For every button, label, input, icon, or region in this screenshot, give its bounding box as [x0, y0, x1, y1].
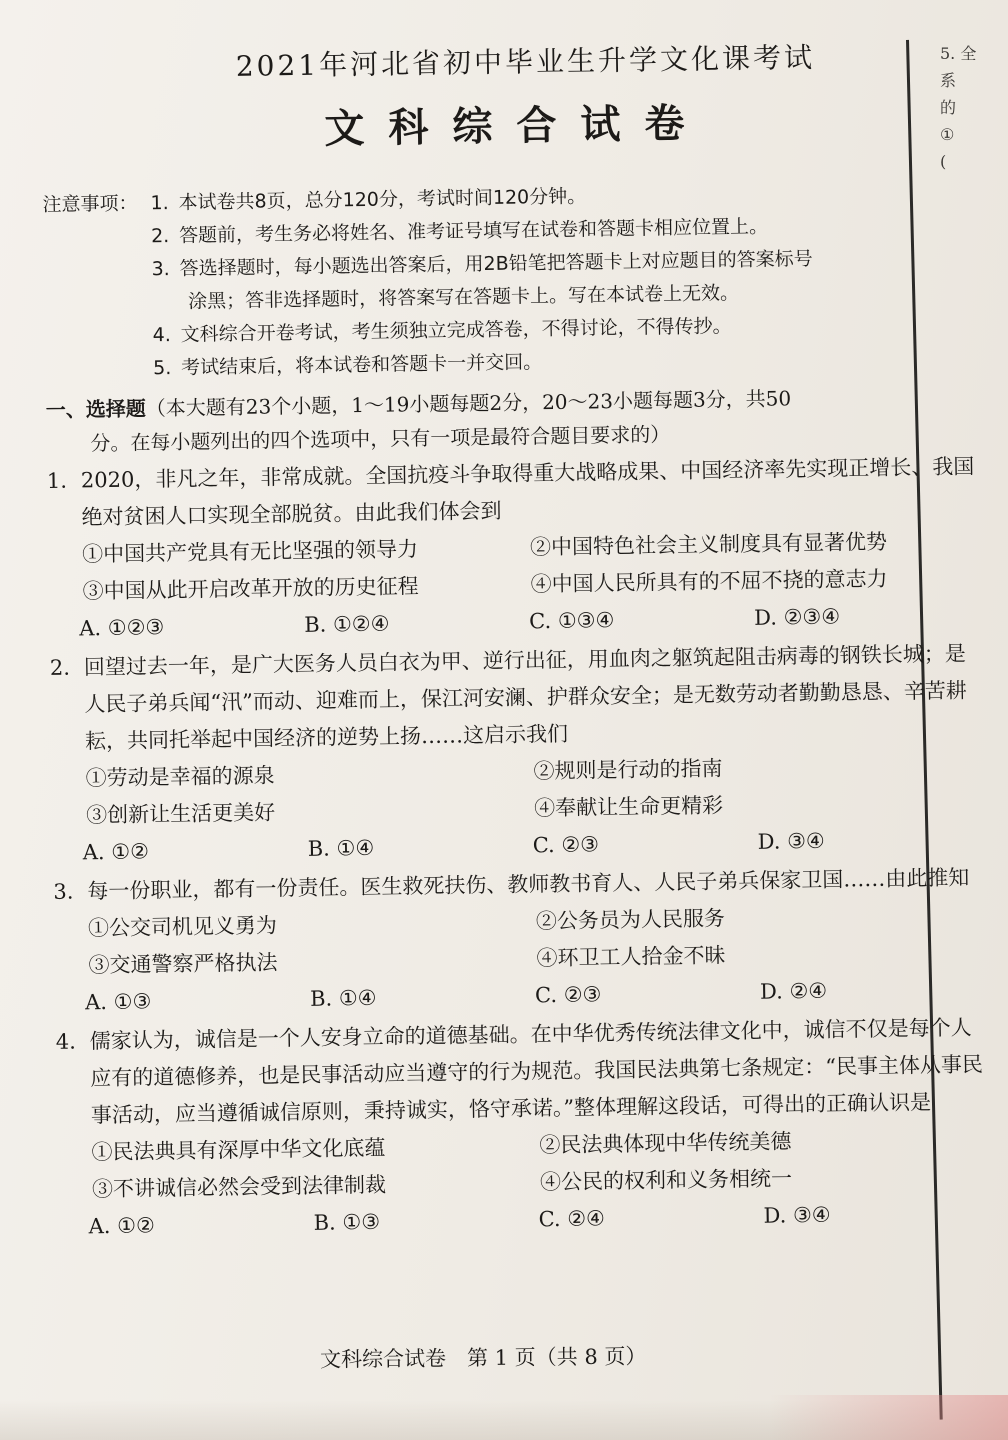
answer-choice: A. ①②	[88, 1213, 155, 1239]
note-item: 2. 答题前，考生务必将姓名、准考证号填写在试卷和答题卡相应位置上。	[150, 215, 769, 248]
note-item: 3. 答选择题时，每小题选出答案后，用2B铅笔把答题卡上对应题目的答案标号	[151, 247, 813, 281]
answer-choice: B. ①③	[313, 1209, 381, 1235]
question-stem: 每一份职业，都有一份责任。医生救死扶伤、教师教书育人、人民子弟兵保家卫国……由此推知	[87, 865, 970, 904]
fragment-line: 系	[940, 71, 957, 90]
note-item-continued: 涂黑；答非选择题时，将答案写在答题卡上。写在本试卷上无效。	[187, 282, 740, 313]
answer-choice: B. ①④	[307, 835, 375, 861]
answer-choice: A. ①②③	[79, 615, 165, 641]
question-number: 4.	[55, 1029, 76, 1054]
answer-choice: D. ②④	[759, 978, 828, 1004]
question	[47, 448, 980, 648]
statement-option: ①中国共产党具有无比坚强的领导力	[81, 537, 419, 567]
statement-option: ③中国从此开启改革开放的历史征程	[82, 574, 419, 604]
note-item: 1. 本试卷共8页，总分120分，考试时间120分钟。	[150, 185, 587, 215]
question-stem: 2020，非凡之年，非常成就。全国抗疫斗争取得重大战略成果、中国经济率先实现正增长、我国绝对贫困人口实现全部脱贫。由此我们体会到	[80, 454, 975, 530]
fragment-line: (	[940, 152, 947, 171]
answer-choice: A. ①③	[84, 989, 152, 1015]
question	[50, 635, 983, 872]
statement-option: ③交通警察严格执法	[88, 950, 278, 978]
statement-option: ①劳动是幸福的源泉	[85, 763, 275, 791]
answer-choice: D. ②③④	[753, 604, 841, 630]
page-footer: 文科综合试卷 第 1 页（共 8 页）	[319, 1344, 647, 1372]
statement-option: ③创新让生活更美好	[85, 800, 276, 828]
fragment-line: 的	[940, 98, 957, 117]
question-stem: 回望过去一年，是广大医务人员白衣为甲、逆行出征，用血肉之躯筑起阻击病毒的钢铁长城；是人民子弟兵闻“汛”而动、迎难而上，保江河安澜、护群众安全；是无数劳动者勤勤恳恳、辛苦耕耘，共同托举起中国经济的逆势上扬……这启示我们	[83, 641, 967, 754]
page-content	[40, 25, 989, 1245]
statement-option: ②公务员为人民服务	[535, 906, 726, 934]
statement-option: ④中国人民所具有的不屈不挠的意志力	[530, 566, 888, 597]
answer-choice: D. ③④	[757, 828, 825, 854]
section-instructions: （本大题有23个小题，1～19小题每题2分，20～23小题每题3分，共50	[145, 386, 792, 421]
question-number: 2.	[49, 655, 71, 680]
notes-label: 注意事项：	[42, 192, 138, 216]
question-number: 1.	[46, 468, 68, 493]
statement-option: ②中国特色社会主义制度具有显著优势	[529, 529, 888, 560]
statement-option: ①公交司机见义勇为	[87, 913, 278, 941]
answer-choice: B. ①②④	[304, 611, 390, 637]
statement-option: ③不讲诚信必然会受到法律制裁	[91, 1172, 387, 1202]
statement-option: ②规则是行动的指南	[533, 756, 723, 784]
fragment-line: ①	[940, 125, 955, 144]
statement-option: ④公民的权利和义务相统一	[539, 1166, 793, 1195]
answer-choice: C. ②④	[538, 1206, 606, 1232]
answer-choice: A. ①②	[82, 839, 150, 865]
note-item: 5. 考试结束后，将本试卷和答题卡一并交回。	[152, 351, 543, 380]
section-instructions-continued: 分。在每小题列出的四个选项中，只有一项是最符合题目要求的）	[90, 422, 671, 456]
fragment-line: 5. 全	[940, 44, 977, 63]
question-stem: 儒家认为，诚信是一个人安身立命的道德基础。在中华优秀传统法律文化中，诚信不仅是每个人应有的道德修养，也是民事活动应当遵守的行为规范。我国民法典第七条规定：“民事主体从事民事活动，应当遵循诚信原则，秉持诚实，恪守承诺。”整体理解这段话，可得出的正确认识是	[89, 1015, 984, 1128]
statement-option: ①民法典具有深厚中华文化底蕴	[91, 1135, 386, 1165]
note-item: 4. 文科综合开卷考试，考生须独立完成答卷，不得讨论，不得传抄。	[152, 315, 732, 347]
section-header	[46, 378, 977, 461]
pink-edge-mark	[770, 1395, 1008, 1440]
answer-choice: C. ①③④	[529, 608, 615, 634]
answer-choice: C. ②③	[534, 982, 602, 1008]
exam-subtitle: 文科综合试卷	[324, 100, 709, 153]
answer-choice: C. ②③	[532, 832, 600, 858]
statement-option: ④奉献让生命更精彩	[533, 793, 724, 821]
answer-choice: D. ③④	[763, 1202, 831, 1228]
section-title: 一、选择题	[45, 396, 146, 422]
notes-block	[42, 174, 975, 387]
question	[53, 859, 985, 1022]
question	[55, 1009, 988, 1246]
exam-title: 2021年河北省初中毕业生升学文化课考试	[235, 40, 816, 83]
answer-choice: B. ①④	[309, 985, 377, 1011]
statement-option: ④环卫工人拾金不昧	[536, 943, 726, 971]
statement-option: ②民法典体现中华传统美德	[539, 1129, 792, 1158]
question-number: 3.	[53, 879, 74, 904]
